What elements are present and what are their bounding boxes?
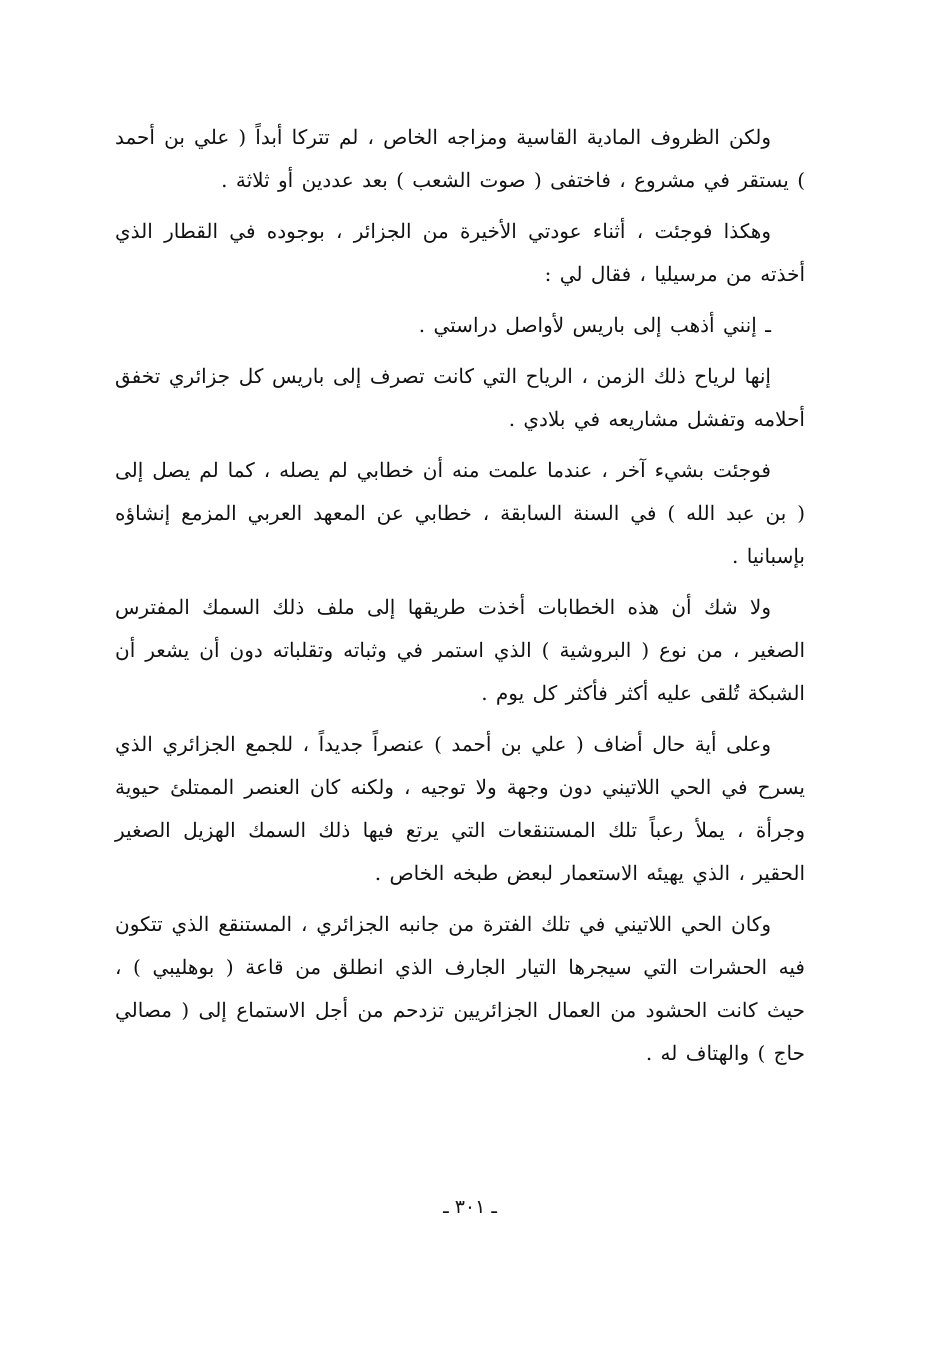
paragraph-1: ولكن الظروف المادية القاسية ومزاجه الخاص ، لم تتركا أبداً ( علي بن أحمد ) يستقر في مشروع ، فاختفى ( صوت الشعب ) بعد عددين أو ثلاثة . <box>115 125 805 192</box>
paragraph-4: إنها لرياح ذلك الزمن ، الرياح التي كانت تصرف إلى باريس كل جزائري تخفق أحلامه وتفشل مشاريعه في بلادي . <box>115 364 805 431</box>
page-number: ـ ٣٠١ ـ <box>443 1196 497 1218</box>
paragraph-7: وعلى أية حال أضاف ( علي بن أحمد ) عنصراً جديداً ، للجمع الجزائري الذي يسرح في الحي اللاتيني دون وجهة ولا توجيه ، ولكنه كان العنصر الممتلئ حيوية وجرأة ، يملأ رعباً تلك المستنقعات التي يرتع فيها ذلك السمك الهزيل الصغير الحقير ، الذي يهيئه الاستعمار لبعض طبخه الخاص . <box>115 732 806 885</box>
paragraph-3-dialogue: ـ إنني أذهب إلى باريس لأواصل دراستي . <box>418 313 771 337</box>
page-body-text <box>115 116 805 1083</box>
paragraph-8: وكان الحي اللاتيني في تلك الفترة من جانبه الجزائري ، المستنقع الذي تتكون فيه الحشرات التي سيجرها التيار الجارف الذي انطلق من قاعة ( بوهليبي ) ، حيث كانت الحشود من العمال الجزائريين تزدحم من أجل الاستماع إلى ( مصالي حاج ) والهتاف له . <box>115 912 805 1065</box>
paragraph-5: فوجئت بشيء آخر ، عندما علمت منه أن خطابي لم يصله ، كما لم يصل إلى ( بن عبد الله ) في السنة السابقة ، خطابي عن المعهد العربي المزمع إنشاؤه بإسبانيا . <box>115 458 805 568</box>
paragraph-2: وهكذا فوجئت ، أثناء عودتي الأخيرة من الجزائر ، بوجوده في القطار الذي أخذته من مرسيليا ، فقال لي : <box>115 219 805 286</box>
paragraph-6: ولا شك أن هذه الخطابات أخذت طريقها إلى ملف ذلك السمك المفترس الصغير ، من نوع ( البروشية ) الذي استمر في وثباته وتقلباته دون أن يشعر أن الشبكة تُلقى عليه أكثر فأكثر كل يوم . <box>115 595 805 705</box>
